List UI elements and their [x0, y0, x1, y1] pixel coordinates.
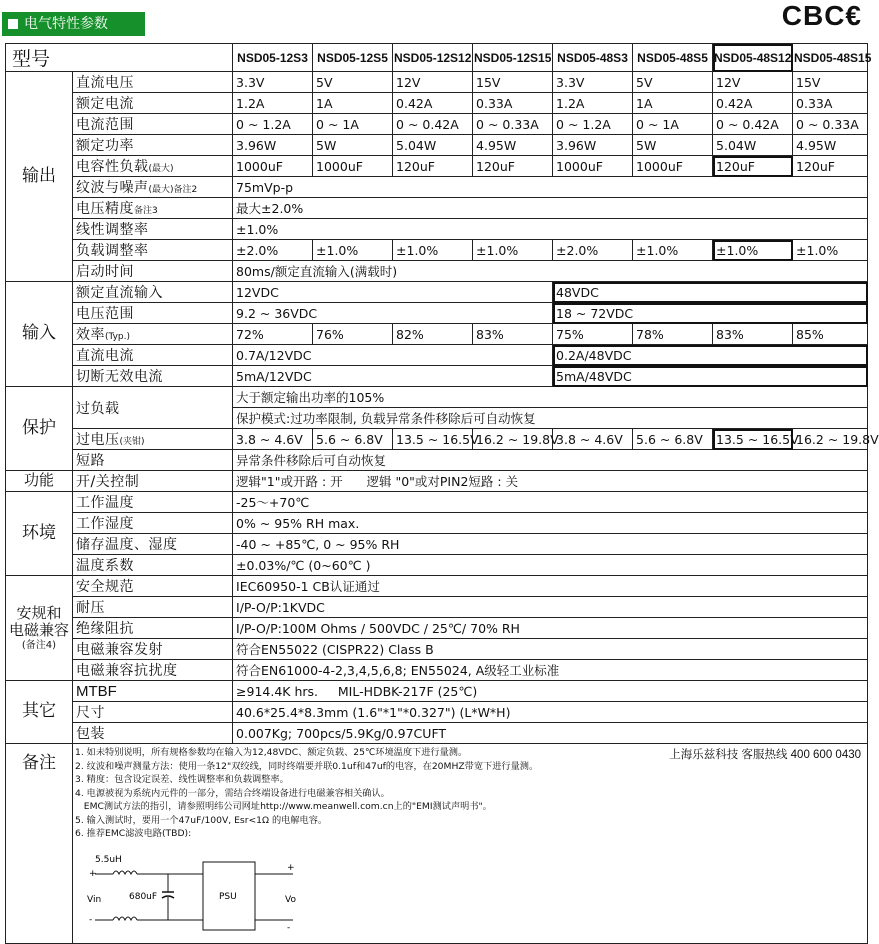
row-label: 尺寸 [73, 702, 233, 723]
group-input: 输入 [6, 282, 73, 387]
value-cell: 1000uF [633, 156, 713, 177]
row-label-text: 电容性负载 [76, 159, 149, 175]
note-item: 5. 输入测试时，要用一个47uF/100V, Esr<1Ω 的电解电容。 [75, 814, 328, 826]
value-cell: 0% ~ 95% RH max. [233, 513, 868, 534]
inductor-top-icon [113, 871, 137, 874]
output-load-reg-row [6, 240, 868, 261]
row-label: 电压范围 [73, 303, 233, 324]
value-cell: 1000uF [553, 156, 633, 177]
value-cell-48v: 0.2A/48VDC [553, 345, 868, 366]
certification-marks: CBC€ [781, 0, 862, 31]
value-cell: 异常条件移除后可自动恢复 [233, 450, 868, 471]
value-cell: 83% [473, 324, 553, 345]
value-cell: -25～+70℃ [233, 492, 868, 513]
row-label: 额定电流 [73, 93, 233, 114]
section-title: 电气特性参数 [24, 16, 108, 32]
row-label: 直流电压 [73, 72, 233, 93]
row-label [73, 324, 233, 345]
value-cell: 0.42A [393, 93, 473, 114]
value-cell: IEC60950-1 CB认证通过 [233, 576, 868, 597]
value-cell: 0.007Kg; 700pcs/5.9Kg/0.97CUFT [233, 723, 868, 744]
value-cell: 0.42A [713, 93, 793, 114]
row-label: 绝缘阻抗 [73, 618, 233, 639]
row-label: 电磁兼容抗扰度 [73, 660, 233, 681]
row-label: 开/关控制 [73, 471, 233, 492]
group-safety-line2: 电磁兼容 [9, 621, 70, 640]
row-label: 安全规范 [73, 576, 233, 597]
row-label: 切断无效电流 [73, 366, 233, 387]
value-cell: 80ms/额定直流输入(满载时) [233, 261, 868, 282]
circuit-label-inductor: 5.5uH [95, 855, 122, 865]
notes-row [6, 744, 868, 944]
value-cell: 5W [313, 135, 393, 156]
row-label: 线性调整率 [73, 219, 233, 240]
circuit-label-capacitor: 680uF [129, 892, 158, 902]
value-cell: 1A [313, 93, 393, 114]
row-label: 启动时间 [73, 261, 233, 282]
row-label: 电流范围 [73, 114, 233, 135]
value-cell: I/P-O/P:1KVDC [233, 597, 868, 618]
emc-filter-circuit-diagram [73, 852, 333, 936]
protection-short-row [6, 450, 868, 471]
row-label-text: 效率 [76, 327, 105, 343]
value-cell: ±1.0% [793, 240, 868, 261]
safety-isolation-row [6, 618, 868, 639]
row-label: 电磁兼容发射 [73, 639, 233, 660]
group-safety-emc [6, 576, 73, 681]
env-op-temp-row [6, 492, 868, 513]
group-output: 输出 [6, 72, 73, 282]
safety-standards-row [6, 576, 868, 597]
value-cell: 0 ~ 0.42A [393, 114, 473, 135]
value-cell: 0 ~ 1A [633, 114, 713, 135]
model-cell: NSD05-12S3 [233, 44, 313, 72]
value-cell: 3.3V [233, 72, 313, 93]
row-label-note: 备注3 [134, 206, 158, 216]
value-cell: 符合EN55022 (CISPR22) Class B [233, 639, 868, 660]
value-cell-12v: 0.7A/12VDC [233, 345, 553, 366]
other-packing-row [6, 723, 868, 744]
group-safety-note: (备注4) [21, 639, 57, 651]
value-cell: 0.33A [473, 93, 553, 114]
function-onoff-row [6, 471, 868, 492]
row-label-note: (夹钳) [119, 437, 145, 447]
value-cell: ±1.0% [473, 240, 553, 261]
value-cell: ±1.0% [393, 240, 473, 261]
model-cell: NSD05-48S3 [553, 44, 633, 72]
value-cell: 120uF [393, 156, 473, 177]
value-cell: 5V [633, 72, 713, 93]
row-label-text: 过电压 [76, 432, 120, 448]
output-dc-voltage-row [6, 72, 868, 93]
model-cell: NSD05-12S12 [393, 44, 473, 72]
note-item: 6. 推荐EMC滤波电路(TBD): [75, 828, 192, 839]
value-cell: 4.95W [793, 135, 868, 156]
square-bullet-icon [8, 19, 18, 29]
value-cell: 82% [393, 324, 473, 345]
value-cell-12v: 5mA/12VDC [233, 366, 553, 387]
value-cell: 0 ~ 1.2A [553, 114, 633, 135]
inductor-bottom-icon [113, 917, 137, 920]
value-cell-12v: 9.2 ~ 36VDC [233, 303, 553, 324]
value-cell: 0 ~ 1A [313, 114, 393, 135]
env-temp-coef-row [6, 555, 868, 576]
row-label [73, 198, 233, 219]
value-cell: 13.5 ~ 16.5V [393, 429, 473, 450]
value-cell-12v: 12VDC [233, 282, 553, 303]
value-cell: 5.6 ~ 6.8V [633, 429, 713, 450]
circuit-label-psu: PSU [219, 892, 237, 902]
row-label: 短路 [73, 450, 233, 471]
value-cell: 1000uF [313, 156, 393, 177]
value-cell: 40.6*25.4*8.3mm (1.6"*1"*0.327") (L*W*H) [233, 702, 868, 723]
output-rated-current-row [6, 93, 868, 114]
value-cell: 75% [553, 324, 633, 345]
spec-table [5, 43, 879, 944]
value-cell: ±0.03%/℃ (0~60℃ ) [233, 555, 868, 576]
value-cell: 0 ~ 0.33A [473, 114, 553, 135]
value-cell: ±2.0% [553, 240, 633, 261]
safety-emc-emission-row [6, 639, 868, 660]
row-label: 工作温度 [73, 492, 233, 513]
model-cell: NSD05-12S5 [313, 44, 393, 72]
output-cap-load-row [6, 156, 868, 177]
safety-withstand-row [6, 597, 868, 618]
row-label [73, 156, 233, 177]
value-cell: 3.8 ~ 4.6V [553, 429, 633, 450]
value-cell: 5.6 ~ 6.8V [313, 429, 393, 450]
output-accuracy-row [6, 198, 868, 219]
value-cell: 3.3V [553, 72, 633, 93]
env-op-humidity-row [6, 513, 868, 534]
row-label: 过负载 [73, 387, 233, 429]
value-cell: 5V [313, 72, 393, 93]
input-off-current-row [6, 366, 868, 387]
value-cell: 逻辑"1"或开路 : 开 逻辑 "0"或对PIN2短路 : 关 [233, 471, 868, 492]
value-cell: 78% [633, 324, 713, 345]
row-label [73, 429, 233, 450]
value-cell: 120uF [473, 156, 553, 177]
value-cell: ±2.0% [233, 240, 313, 261]
value-cell: 16.2 ~ 19.8V [473, 429, 553, 450]
value-cell: 5.04W [713, 135, 793, 156]
value-cell: -40 ~ +85℃, 0 ~ 95% RH [233, 534, 868, 555]
models-row [6, 44, 868, 72]
value-cell: 75mVp-p [233, 177, 868, 198]
value-cell: I/P-O/P:100M Ohms / 500VDC / 25℃/ 70% RH [233, 618, 868, 639]
value-cell: 0 ~ 0.42A [713, 114, 793, 135]
note-item: 3. 精度：包含设定误差、线性调整率和负载调整率。 [75, 774, 289, 785]
row-label: 包装 [73, 723, 233, 744]
value-cell-48v: 5mA/48VDC [553, 366, 868, 387]
input-voltage-range-row [6, 303, 868, 324]
value-cell: 76% [313, 324, 393, 345]
model-cell: NSD05-48S15 [793, 44, 868, 72]
other-mtbf-row [6, 681, 868, 702]
circuit-minus-in: - [89, 915, 93, 925]
row-label: 额定功率 [73, 135, 233, 156]
note-item: 4. 电源被视为系统内元件的一部分，需结合终端设备进行电磁兼容相关确认。 [75, 787, 390, 799]
value-cell: 16.2 ~ 19.8V [793, 429, 868, 450]
value-cell: 0.33A [793, 93, 868, 114]
value-cell: 大于额定输出功率的105% [233, 387, 868, 408]
value-cell: 15V [473, 72, 553, 93]
input-dc-current-row [6, 345, 868, 366]
value-cell: 最大±2.0% [233, 198, 868, 219]
notes-panel [73, 744, 867, 942]
row-label: MTBF [73, 681, 233, 702]
output-current-range-row [6, 114, 868, 135]
group-notes: 备注 [6, 744, 73, 944]
value-cell: 3.8 ~ 4.6V [233, 429, 313, 450]
service-hotline: 上海乐兹科技 客服热线 400 600 0430 [669, 749, 862, 761]
value-cell: 83% [713, 324, 793, 345]
row-label: 储存温度、湿度 [73, 534, 233, 555]
row-label-note: (最大)备注2 [148, 185, 198, 195]
row-label: 温度系数 [73, 555, 233, 576]
value-cell: 1.2A [553, 93, 633, 114]
circuit-minus-out: - [287, 923, 291, 933]
model-cell: NSD05-48S5 [633, 44, 713, 72]
row-label: 直流电流 [73, 345, 233, 366]
value-cell: ±1.0% [633, 240, 713, 261]
value-cell: 5.04W [393, 135, 473, 156]
value-cell: 0 ~ 1.2A [233, 114, 313, 135]
circuit-plus-in: + [89, 869, 97, 879]
row-label [73, 177, 233, 198]
models-label: 型号 [6, 44, 233, 72]
note-item: EMC测试方法的指引，请参照明纬公司网址http://www.meanwell.com.cn上的"EMI测试声明书"。 [75, 801, 492, 812]
input-efficiency-row [6, 324, 868, 345]
value-cell: ±1.0% [233, 219, 868, 240]
other-dimension-row [6, 702, 868, 723]
value-cell: 保护模式:过功率限制, 负载异常条件移除后可自动恢复 [233, 408, 868, 429]
value-cell-highlighted: 120uF [713, 156, 793, 177]
value-cell-48v: 18 ~ 72VDC [553, 303, 868, 324]
model-cell-highlighted: NSD05-48S12 [713, 44, 793, 72]
note-item: 1. 如未特别说明，所有规格参数均在输入为12,48VDC、额定负载、25℃环境温度下进行量测。 [75, 747, 468, 758]
value-cell-highlighted: ±1.0% [713, 240, 793, 261]
row-label-text: 电压精度 [76, 201, 134, 217]
value-cell: 1A [633, 93, 713, 114]
output-ripple-row [6, 177, 868, 198]
output-line-reg-row [6, 219, 868, 240]
group-safety-line1: 安规和 [16, 604, 62, 622]
value-cell: 3.96W [553, 135, 633, 156]
row-label-text: 纹波与噪声 [76, 180, 149, 196]
value-cell: 0 ~ 0.33A [793, 114, 868, 135]
group-environment: 环境 [6, 492, 73, 576]
note-item: 2. 纹波和噪声测量方法：使用一条12"双绞线，同时终端要并联0.1uf和47uf的电容，在20MHZ带宽下进行量测。 [75, 760, 539, 772]
safety-emc-immunity-row [6, 660, 868, 681]
value-cell: 12V [713, 72, 793, 93]
circuit-plus-out: + [287, 863, 295, 873]
value-cell: 85% [793, 324, 868, 345]
value-cell: 72% [233, 324, 313, 345]
row-label-note: (Typ.) [105, 332, 131, 342]
output-rated-power-row [6, 135, 868, 156]
row-label: 耐压 [73, 597, 233, 618]
section-title-tab [2, 12, 145, 36]
value-cell: 15V [793, 72, 868, 93]
value-cell: 符合EN61000-4-2,3,4,5,6,8; EN55024, A级轻工业标准 [233, 660, 868, 681]
value-cell: 1000uF [233, 156, 313, 177]
value-cell: 5W [633, 135, 713, 156]
env-storage-row [6, 534, 868, 555]
notes-cell [73, 744, 868, 944]
circuit-label-vin: Vin [87, 895, 102, 905]
group-other: 其它 [6, 681, 73, 744]
output-startup-row [6, 261, 868, 282]
circuit-label-vo: Vo [285, 895, 296, 905]
value-cell: 4.95W [473, 135, 553, 156]
row-label-note: (最大) [148, 164, 174, 174]
value-cell-48v: 48VDC [553, 282, 868, 303]
group-function: 功能 [6, 471, 73, 492]
row-label: 额定直流输入 [73, 282, 233, 303]
value-cell: ±1.0% [313, 240, 393, 261]
value-cell: ≥914.4K hrs. MIL-HDBK-217F (25℃) [233, 681, 868, 702]
row-label: 负载调整率 [73, 240, 233, 261]
value-cell: 120uF [793, 156, 868, 177]
value-cell: 12V [393, 72, 473, 93]
model-cell: NSD05-12S15 [473, 44, 553, 72]
input-rated-dc-row [6, 282, 868, 303]
row-label: 工作湿度 [73, 513, 233, 534]
value-cell: 3.96W [233, 135, 313, 156]
protection-overload-row-1 [6, 387, 868, 408]
protection-overvoltage-row [6, 429, 868, 450]
group-protection: 保护 [6, 387, 73, 471]
value-cell: 1.2A [233, 93, 313, 114]
value-cell-highlighted: 13.5 ~ 16.5V [713, 429, 793, 450]
